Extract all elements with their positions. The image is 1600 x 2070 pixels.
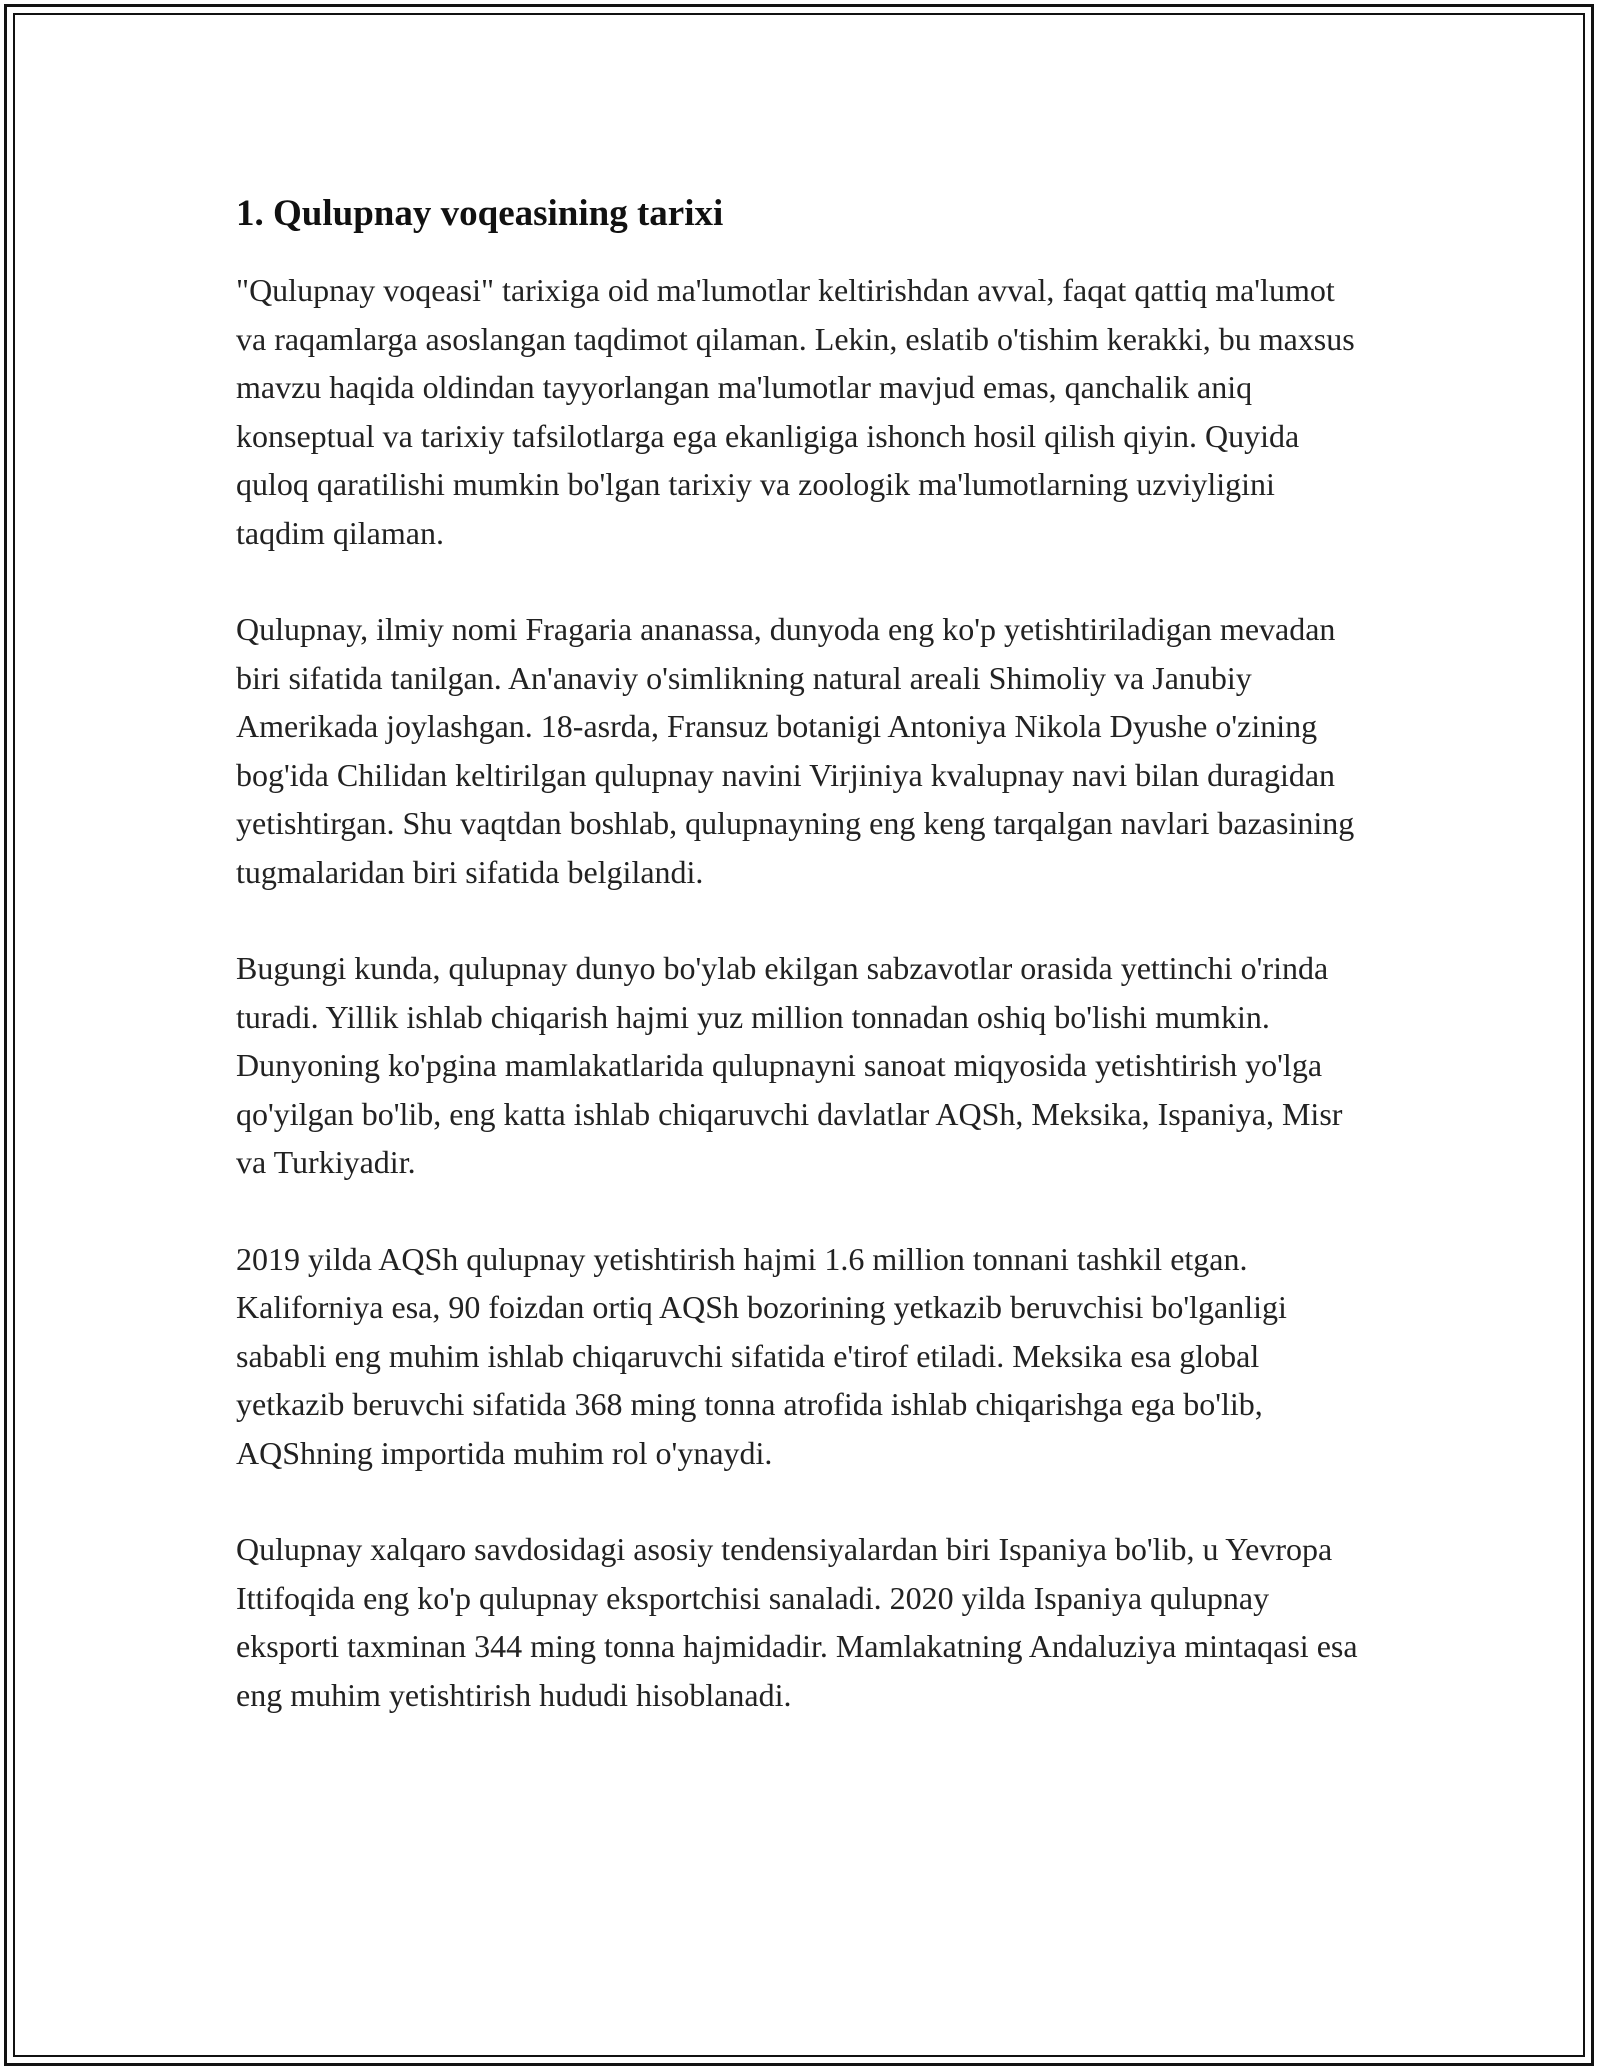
paragraph-world-production: Bugungi kunda, qulupnay dunyo bo'ylab ekilgan sabzavotlar orasida yettinchi o'rinda turadi. Yillik ishlab chiqarish hajmi yuz million tonnadan oshiq bo'lishi mumkin. Dunyoning ko'pgina mamlakatlarida qulupnayni sanoat miqyosida yetishtirish yo'lga qo'yilgan bo'lib, eng katta ishlab chiqaruvchi davlatlar AQSh, Meksika, Ispaniya, Misr va Turkiyadir. [236,950,1343,1180]
paragraph-botany: Qulupnay, ilmiy nomi Fragaria ananassa, dunyoda eng ko'p yetishtiriladigan mevadan biri sifatida tanilgan. An'anaviy o'simlikning natural areali Shimoliy va Janubiy Amerikada joylashgan. 18-asrda, Fransuz botanigi Antoniya Nikola Dyushe o'zining bog'ida Chilidan keltirilgan qulupnay navini Virjiniya kvalupnay navi bilan duragidan yetishtirgan. Shu vaqtdan boshlab, qulupnayning eng keng tarqalgan navlari bazasining tugmalaridan biri sifatida belgilandi. [236,611,1355,890]
paragraph-intro: "Qulupnay voqeasi" tarixiga oid ma'lumotlar keltirishdan avval, faqat qattiq ma'lumot va raqamlarga asoslangan taqdimot qilaman. Lekin, eslatib o'tishim kerakki, bu maxsus mavzu haqida oldindan tayyorlangan ma'lumotlar mavjud emas, qanchalik aniq konseptual va tarixiy tafsilotlarga ega ekanligiga ishonch hosil qilish qiyin. Quyida quloq qaratilishi mumkin bo'lgan tarixiy va zoologik ma'lumotlarning uzviyligini taqdim qilaman. [236,272,1355,551]
paragraph-spain-export: Qulupnay xalqaro savdosidagi asosiy tendensiyalardan biri Ispaniya bo'lib, u Yevropa Ittifoqida eng ko'p qulupnay eksportchisi sanaladi. 2020 yilda Ispaniya qulupnay eksporti taxminan 344 ming tonna hajmidadir. Mamlakatning Andaluziya mintaqasi esa eng muhim yetishtirish hududi hisoblanadi. [236,1531,1358,1713]
section-heading: 1. Qulupnay voqeasining tarixi [236,193,724,234]
document-body [236,188,1366,1767]
paragraph-usa-production: 2019 yilda AQSh qulupnay yetishtirish hajmi 1.6 million tonnani tashkil etgan. Kaliforniya esa, 90 foizdan ortiq AQSh bozorining yetkazib beruvchisi bo'lganligi sababli eng muhim ishlab chiqaruvchi sifatida e'tirof etiladi. Meksika esa global yetkazib beruvchi sifatida 368 ming tonna atrofida ishlab chiqarishga ega bo'lib, AQShning importida muhim rol o'ynaydi. [236,1240,1287,1471]
